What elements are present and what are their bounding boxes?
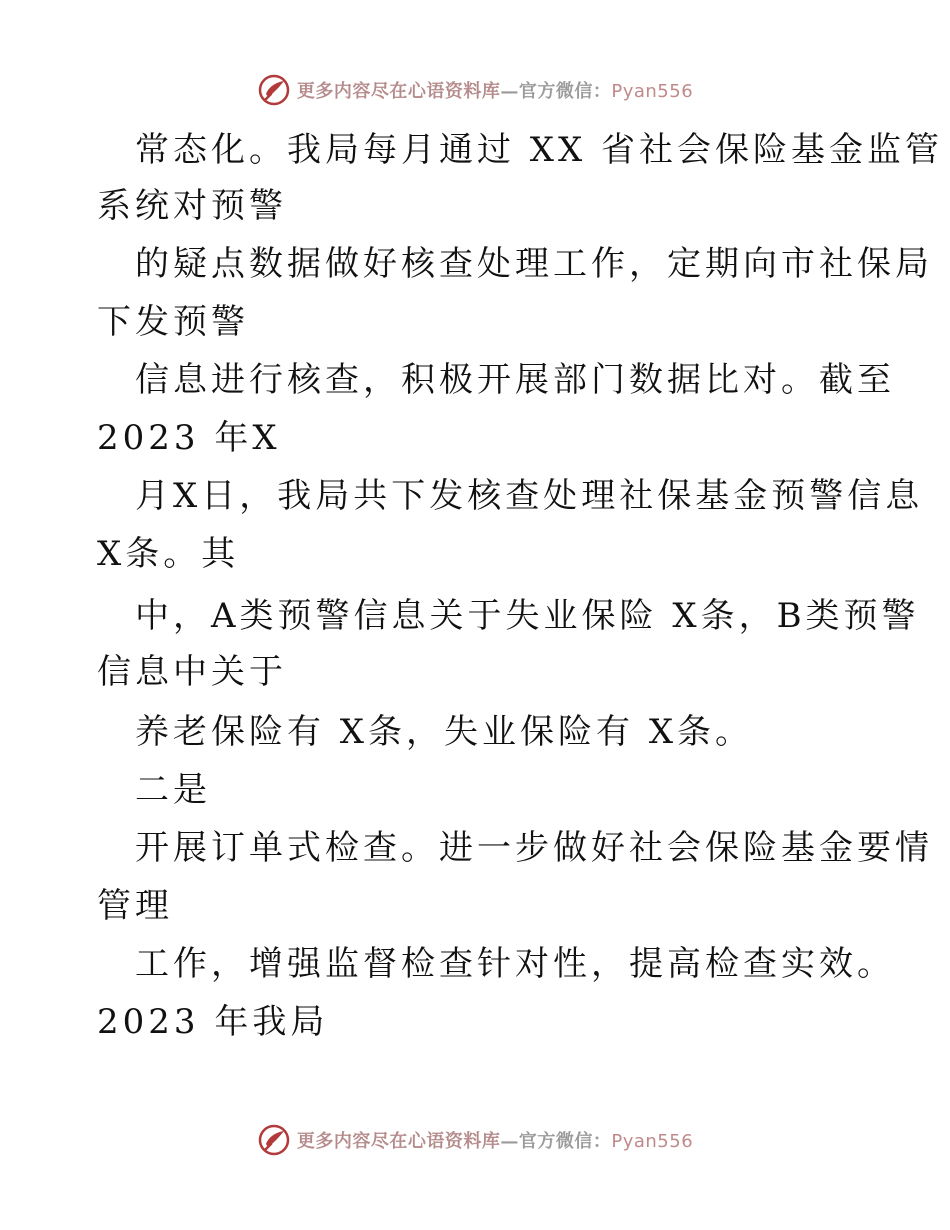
watermark-official-label: 官方微信： — [518, 81, 612, 102]
text-line: 的疑点数据做好核查处理工作，定期向市社保局 — [135, 244, 933, 284]
text-line: 管理 — [97, 886, 173, 926]
watermark-id: Pyan556 — [611, 1131, 694, 1152]
watermark-main: 更多内容尽在心语资料库 — [296, 81, 501, 102]
text-line: 二是 — [135, 770, 211, 810]
text-line: 常态化。我局每月通过 XX 省社会保险基金监管 — [135, 130, 944, 170]
watermark-dash: — — [500, 81, 519, 102]
watermark-text — [297, 1127, 693, 1153]
text-line: 信息进行核查，积极开展部门数据比对。截至 — [135, 360, 895, 400]
watermark-dash: — — [500, 1131, 519, 1152]
text-line: 开展订单式检查。进一步做好社会保险基金要情 — [135, 828, 933, 868]
text-line: 中，A类预警信息关于失业保险 X条，B类预警 — [135, 596, 920, 636]
text-line: 系统对预警 — [97, 186, 287, 226]
text-line: 2023 年我局 — [97, 1002, 329, 1042]
text-line: 2023 年X — [97, 418, 281, 458]
footer-watermark — [0, 1120, 950, 1160]
watermark-id: Pyan556 — [611, 81, 694, 102]
watermark-official-label: 官方微信： — [518, 1131, 612, 1152]
text-line: X条。其 — [97, 534, 240, 574]
watermark-main: 更多内容尽在心语资料库 — [296, 1131, 501, 1152]
text-line: 信息中关于 — [97, 652, 287, 692]
text-line: 养老保险有 X条，失业保险有 X条。 — [135, 712, 754, 752]
text-line: 月X日，我局共下发核查处理社保基金预警信息 — [135, 476, 924, 516]
logo-icon — [257, 1123, 291, 1157]
text-line: 工作，增强监督检查针对性，提高检查实效。 — [135, 944, 895, 984]
text-line: 下发预警 — [97, 302, 249, 342]
